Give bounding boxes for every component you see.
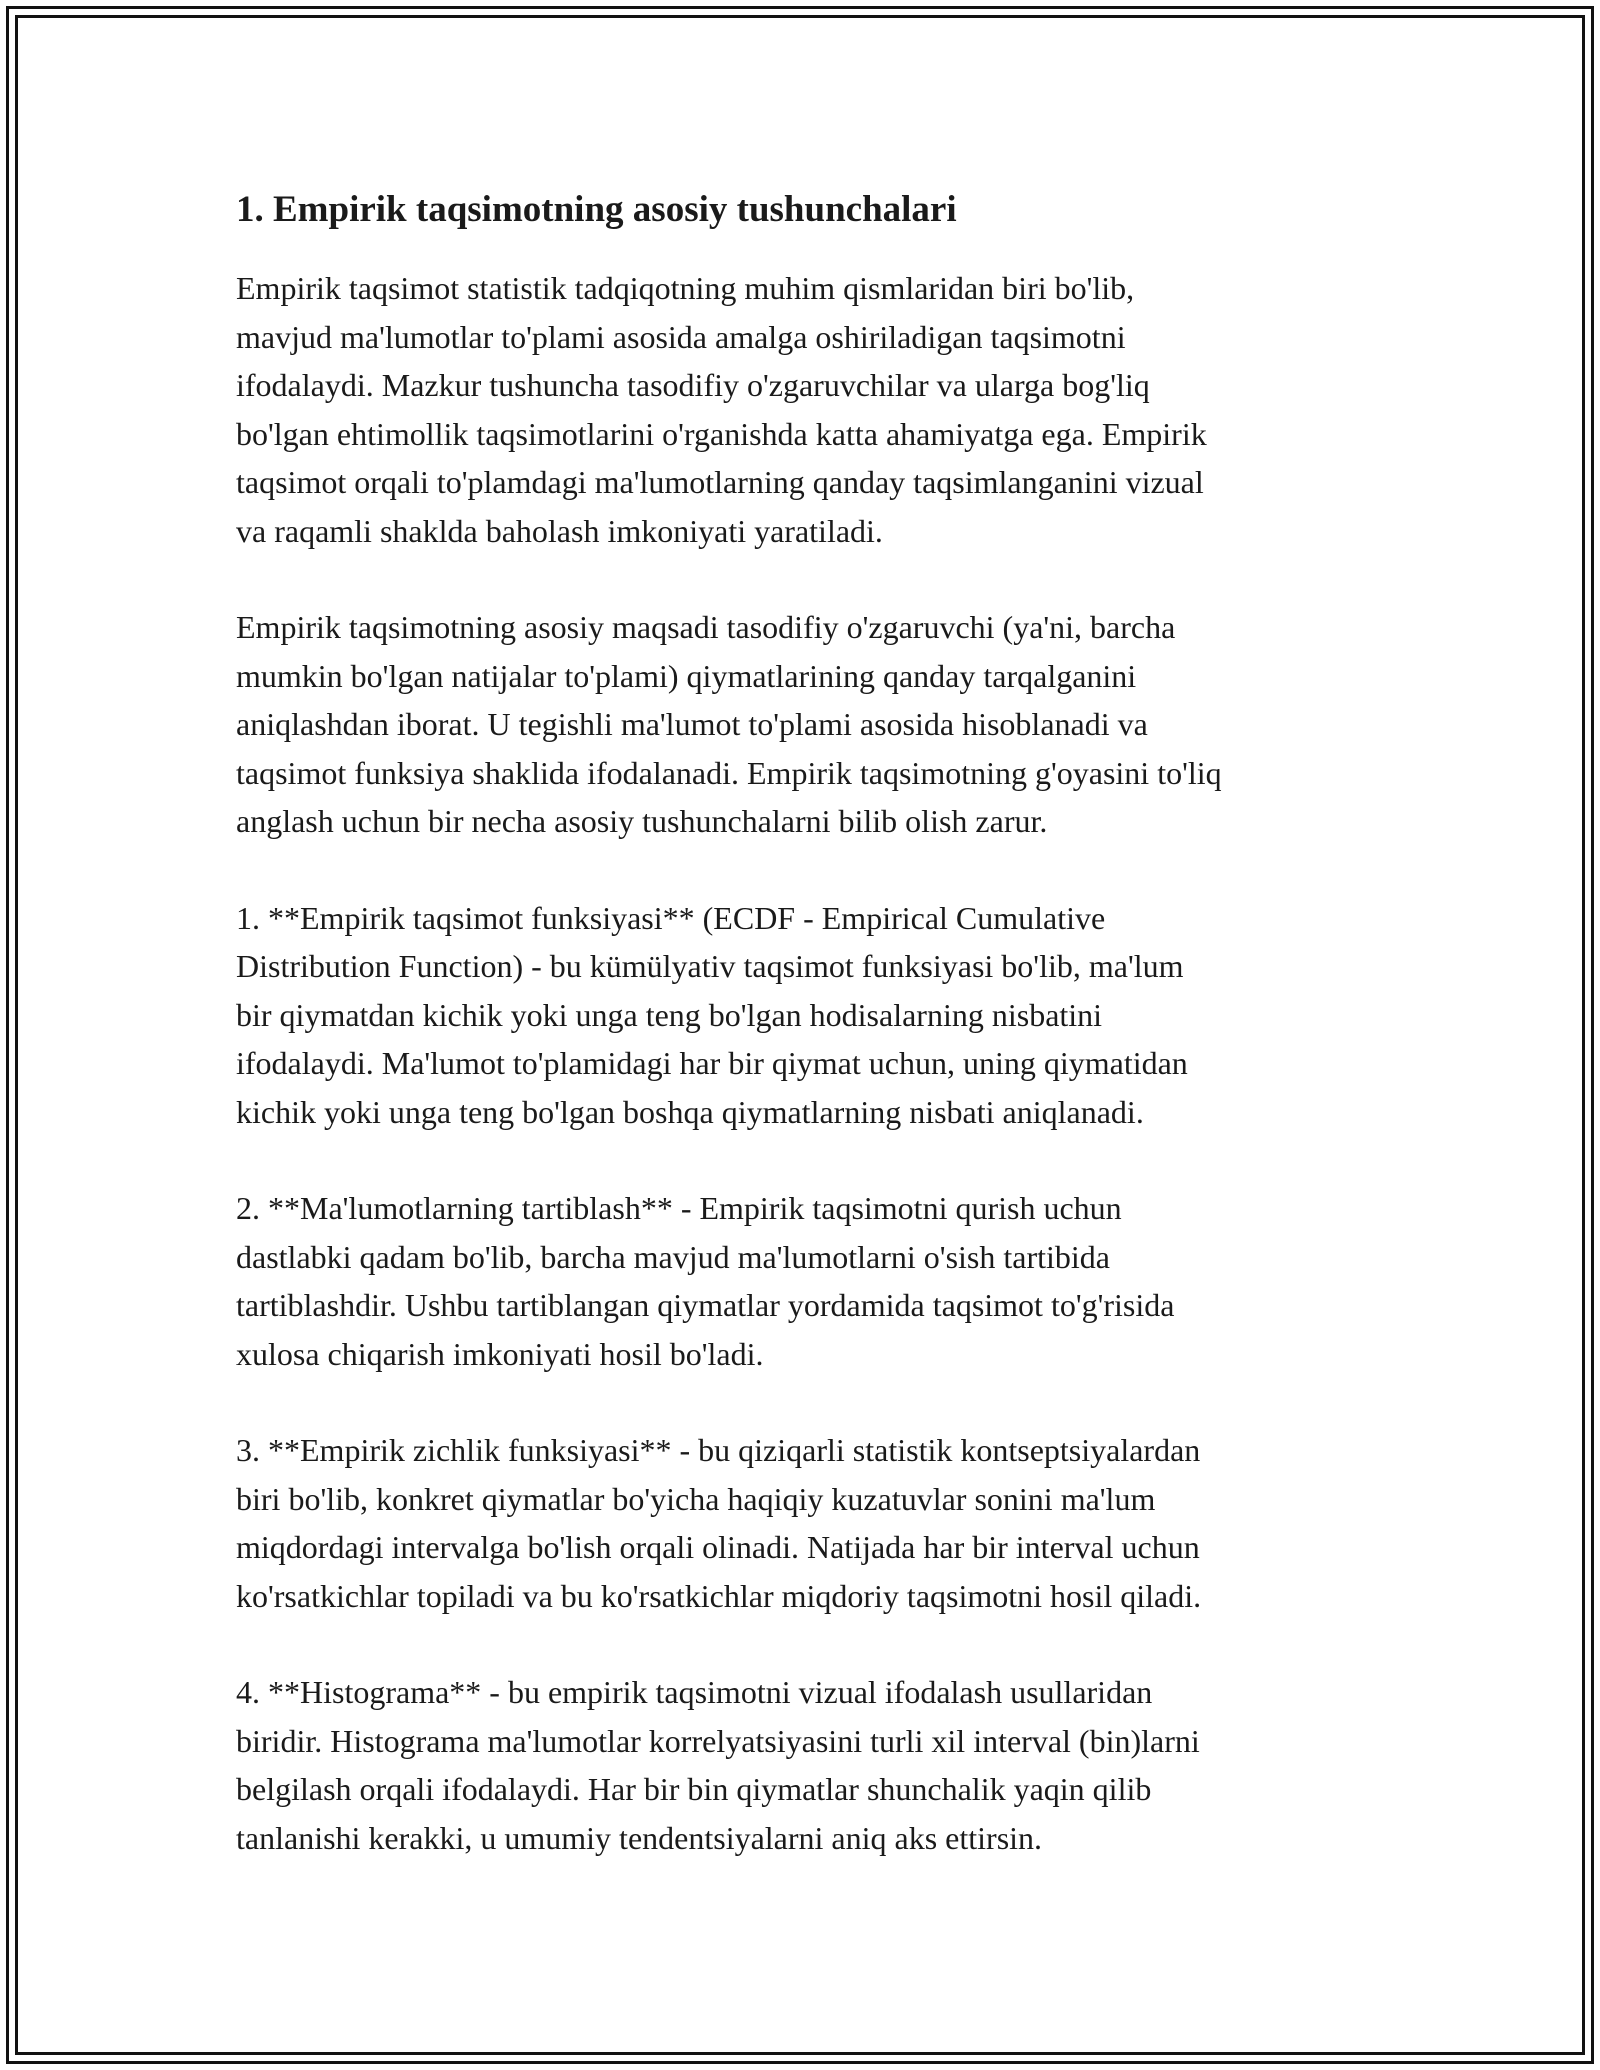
section-heading: 1. Empirik taqsimotning asosiy tushunchalari [236,189,957,230]
paragraph-item-sorting: 2. **Ma'lumotlarning tartiblash** - Empirik taqsimotni qurish uchun dastlabki qadam bo'lib, barcha mavjud ma'lumotlarni o'sish tartibida tartiblashdir. Ushbu tartiblangan qiymatlar yordamida taqsimot to'g'risida xulosa chiqarish imkoniyati hosil bo'ladi. [236,1190,1175,1372]
paragraph-item-density: 3. **Empirik zichlik funksiyasi** - bu qiziqarli statistik kontseptsiyalardan biri bo'lib, konkret qiymatlar bo'yicha haqiqiy kuzatuvlar sonini ma'lum miqdordagi intervalga bo'lish orqali olinadi. Natijada har bir interval uchun ko'rsatkichlar topiladi va bu ko'rsatkichlar miqdoriy taqsimotni hosil qiladi. [236,1432,1202,1614]
document-body [236,186,1386,1910]
paragraph-intro: Empirik taqsimot statistik tadqiqotning muhim qismlaridan biri bo'lib, mavjud ma'lumotlar to'plami asosida amalga oshiriladigan taqsimotni ifodalaydi. Mazkur tushuncha tasodifiy o'zgaruvchilar va ularga bog'liq bo'lgan ehtimollik taqsimotlarini o'rganishda katta ahamiyatga ega. Empirik taqsimot orqali to'plamdagi ma'lumotlarning qanday taqsimlanganini vizual va raqamli shaklda baholash imkoniyati yaratiladi. [236,270,1207,549]
paragraph-item-histogram: 4. **Histograma** - bu empirik taqsimotni vizual ifodalash usullaridan biridir. Histograma ma'lumotlar korrelyatsiyasini turli xil interval (bin)larni belgilash orqali ifodalaydi. Har bir bin qiymatlar shunchalik yaqin qilib tanlanishi kerakki, u umumiy tendentsiyalarni aniq aks ettirsin. [236,1674,1200,1856]
paragraph-purpose: Empirik taqsimotning asosiy maqsadi tasodifiy o'zgaruvchi (ya'ni, barcha mumkin bo'lgan natijalar to'plami) qiymatlarining qanday tarqalganini aniqlashdan iborat. U tegishli ma'lumot to'plami asosida hisoblanadi va taqsimot funksiya shaklida ifodalanadi. Empirik taqsimotning g'oyasini to'liq anglash uchun bir necha asosiy tushunchalarni bilib olish zarur. [236,609,1222,840]
paragraph-item-ecdf: 1. **Empirik taqsimot funksiyasi** (ECDF - Empirical Cumulative Distribution Function) - bu kümülyativ taqsimot funksiyasi bo'lib, ma'lum bir qiymatdan kichik yoki unga teng bo'lgan hodisalarning nisbatini ifodalaydi. Ma'lumot to'plamidagi har bir qiymat uchun, uning qiymatidan kichik yoki unga teng bo'lgan boshqa qiymatlarning nisbati aniqlanadi. [236,899,1188,1130]
